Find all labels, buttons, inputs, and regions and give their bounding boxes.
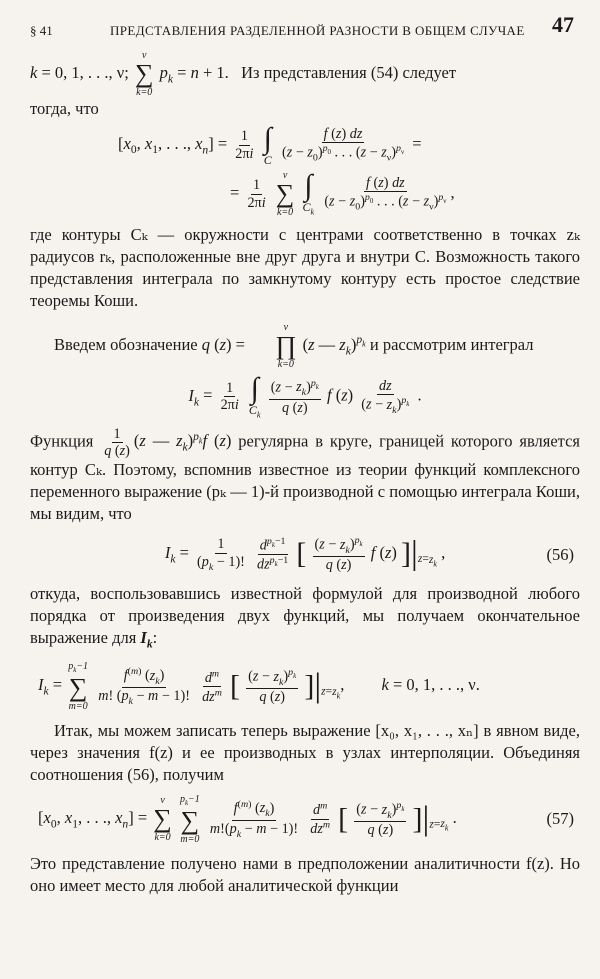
equation-57-label: (57) [546,809,574,829]
equation-57: [$x_0$, $x_1$, . . ., $x_n$] = ν ∑ k=0 $p_k-1$ ∑ m=0 $\frac{f^{(m)} (z_k)}{m!(p_k - m - 1)!}$ $\frac{d^m}{dz^m}$ [ $\frac{(z - z_k)^{p_k}}{q (z)}$ ]$|_{z=z_k}$ . (57) [38,793,574,845]
paragraph-4-text: регулярна в круге, границей которого является контур Cₖ. Поэтому, вспомнив известное из теории функций комплексного переменного выражение (pₖ — 1)-й производной с помощью интеграла Коши, мы видим, что [30,431,581,524]
paragraph-5-text: откуда, воспользовавшись известной формулой для производной любого порядка от произведения двух функций, мы получаем окончательное выражение для [30,583,580,647]
equation-54-line-1: [$x_0$, $x_1$, . . ., $x_n$] = $\frac{1}{2\pi i}$ ∫ C $\frac{f (z) dz}{(z - z_0)^{p_0} . . . (z - z_\nu)^{p_\nu}}$ = [118,122,422,167]
paragraph-3 [30,322,580,370]
equation-54-line-2: = $\frac{1}{2\pi i}$ ν ∑ k=0 ∫ $C_k$ $\frac{f (z) dz}{(z - z_0)^{p_0} . . . (z - z_\nu)^{p_\nu}}$ , [230,169,455,218]
formula-q: q (z) = ν ∏ k=0 (z — $z_k)^{p_k}$ [201,322,366,370]
paragraph-1-then: тогда, что [30,99,99,118]
paragraph-1 [30,50,580,120]
equation-Ik-integral: $I_k$ = $\frac{1}{2\pi i}$ ∫ $C_k$ $\frac{(z - z_k)^{p_k}}{q (z)}$ f (z) $\frac{dz}{(z - z_k)^{p_k}}$ . [188,372,422,420]
paragraph-7: Это представление получено нами в предположении аналитичности f(z). Но оно имеет место для любой аналитической функции [30,853,580,895]
formula-sum-p: k = 0, 1, . . ., ν; ν ∑ k=0 $p_k = n + 1$. [30,50,233,98]
paragraph-4 [30,426,580,526]
paragraph-3-end: и рассмотрим интеграл [369,334,534,354]
equation-56-label: (56) [546,545,574,565]
equation-56: $I_k$ = $\frac{1}{(p_k - 1)!}$ $\frac{d^{p_k-1}}{dz^{p_k-1}}$ [ $\frac{(z - z_k)^{p_k}}{q (z)}$ f (z) ]$|_{z=z_k}$ , (56) [164,535,574,574]
paragraph-6: Итак, мы можем записать теперь выражение [x₀, x₁, . . ., xₙ] в явном виде, через значения f(z) и ее производных в узлах интерполяции. Объединяя соотношения (56), получим [30,720,580,784]
paragraph-3-start: Введем обозначение [54,334,198,354]
paragraph-5: откуда, воспользовавшись известной формулой для производной любого порядка от произведения двух функций, мы получаем окончательное выражение для $I_k$: [30,583,580,651]
paragraph-4-start: Функция [30,431,94,451]
formula-function: $\frac{1}{q (z)}$ (z — $z_k)^{p_k}f$ (z) [104,425,239,460]
running-title: ПРЕДСТАВЛЕНИЯ РАЗДЕЛЕННОЙ РАЗНОСТИ В ОБЩЕМ СЛУЧАЕ [110,23,525,38]
page-header [30,12,580,46]
page-number: 47 [552,12,574,37]
paragraph-1-text: Из представления (54) следует [241,62,457,82]
equation-Ik-final: $I_k$ = $p_k-1$ ∑ m=0 $\frac{f^{(m)} (z_k)}{m! (p_k - m - 1)!}$ $\frac{d^m}{dz^m}$ [ $\frac{(z - z_k)^{p_k}}{q (z)}$ ]$|_{z=z_k}$, k = 0, 1, . . ., ν. [38,661,480,712]
paragraph-2: где контуры Cₖ — окружности с центрами соответственно в точках zₖ радиусов rₖ, расположенные вне друг друга и внутри C. Возможность такого представления интеграла по замкнутому контуру есть простое следствие теоремы Коши. [30,225,580,310]
section-number: § 41 [30,23,53,38]
